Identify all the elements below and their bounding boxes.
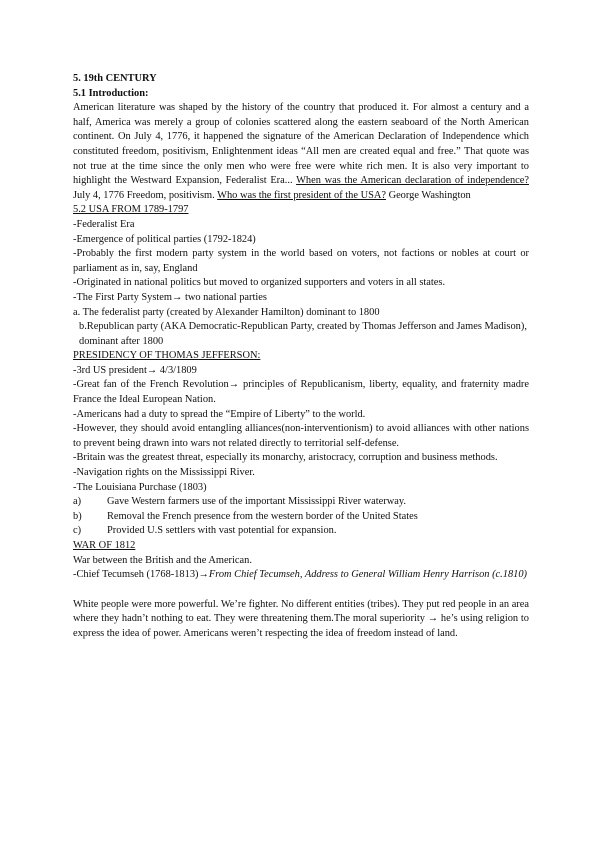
intro-paragraph bbox=[73, 101, 529, 203]
list-item-text: Provided U.S settlers with vast potential for expansion. bbox=[107, 525, 337, 537]
line-national-politics: -Originated in national politics but moved to organized supporters and voters in all states. bbox=[73, 277, 446, 289]
line-louisiana-purchase: -The Louisiana Purchase (1803) bbox=[73, 481, 207, 493]
section-war-of-1812: WAR OF 1812 bbox=[73, 540, 136, 551]
answer-declaration: July 4, 1776 Freedom, positivism. bbox=[73, 189, 215, 201]
line-third-president: -3rd US president→ 4/3/1809 bbox=[73, 364, 197, 376]
line-non-interventionism: -However, they should avoid entangling alliances(non-interventionism) to avoid alliances with other nations to prevent being drawn into wars not related directly to territorial self-defense. bbox=[73, 423, 529, 449]
list-item bbox=[73, 524, 529, 539]
line-federalist-party: a. The federalist party (created by Alexander Hamilton) dominant to 1800 bbox=[73, 306, 380, 318]
line-navigation-rights: -Navigation rights on the Mississippi River. bbox=[73, 467, 255, 479]
list-item bbox=[73, 510, 529, 525]
question-declaration: When was the American declaration of independence? bbox=[296, 175, 529, 187]
list-item-label: c) bbox=[73, 525, 82, 537]
question-first-president: Who was the first president of the USA? bbox=[217, 189, 386, 201]
line-french-revolution: -Great fan of the French Revolution→ principles of Republicanism, liberty, equality, and fraternity madre France the Ideal European Nation. bbox=[73, 379, 529, 406]
document-page bbox=[73, 72, 529, 642]
line-political-parties: -Emergence of political parties (1792-1824) bbox=[73, 233, 256, 245]
subsection-intro-heading: 5.1 Introduction: bbox=[73, 87, 149, 99]
section-usa-1789-1797: 5.2 USA FROM 1789-1797 bbox=[73, 204, 189, 216]
answer-first-president: George Washington bbox=[385, 189, 471, 201]
list-item-label: b) bbox=[73, 510, 82, 522]
line-chief-tecumseh bbox=[73, 568, 529, 583]
line-empire-of-liberty: -Americans had a duty to spread the “Empire of Liberty” to the world. bbox=[73, 408, 366, 420]
list-item-text: Gave Western farmers use of the important Mississippi River waterway. bbox=[107, 496, 406, 508]
final-paragraph: White people were more powerful. We’re fighter. No different entities (tribes). They put red people in an area where they hadn’t nothing to eat. They were threatening them.The moral superiority → he’s using religion to express the idea of power. Americans weren’t respecting the idea of freedom instead of land. bbox=[73, 598, 529, 639]
list-item-label: a) bbox=[73, 496, 82, 508]
paragraph-gap bbox=[73, 583, 529, 598]
section-presidency-jefferson: PRESIDENCY OF THOMAS JEFFERSON: bbox=[73, 350, 261, 362]
line-war-british-american: War between the British and the American. bbox=[73, 554, 252, 566]
intro-text: American literature was shaped by the history of the country that produced it. For almost a century and a half, America was merely a group of colonies scattered along the eastern seaboard of the North American continent. On July 4, 1776, it happened the signature of the American Declaration of Independence which constituted freedom, positivism, Enlightenment ideas “All men are created equal and free.” That quote was not true at the time since the only men who were free were white rich men. It is also very important to highlight the Westward Expansion, Federalist Era... bbox=[73, 102, 529, 187]
line-republican-party: b.Republican party (AKA Democratic-Republican Party, created by Thomas Jefferson and James Madison), dominant after 1800 bbox=[79, 321, 527, 347]
list-item bbox=[73, 495, 529, 510]
tecumseh-address-title: From Chief Tecumseh, Address to General William Henry Harrison (c.1810) bbox=[208, 569, 527, 581]
line-britain-threat: -Britain was the greatest threat, especially its monarchy, aristocracy, corruption and business methods. bbox=[73, 452, 498, 464]
line-modern-party-system: -Probably the first modern party system in the world based on voters, not factions or nobles at court or parliament as in, say, England bbox=[73, 248, 529, 274]
tecumseh-text: -Chief Tecumseh (1768-1813)→ bbox=[73, 569, 209, 581]
line-first-party-system: -The First Party System→ two national parties bbox=[73, 291, 267, 303]
section-heading: 5. 19th CENTURY bbox=[73, 73, 157, 84]
list-item-text: Removal the French presence from the western border of the United States bbox=[107, 510, 418, 522]
line-federalist-era: -Federalist Era bbox=[73, 218, 135, 230]
